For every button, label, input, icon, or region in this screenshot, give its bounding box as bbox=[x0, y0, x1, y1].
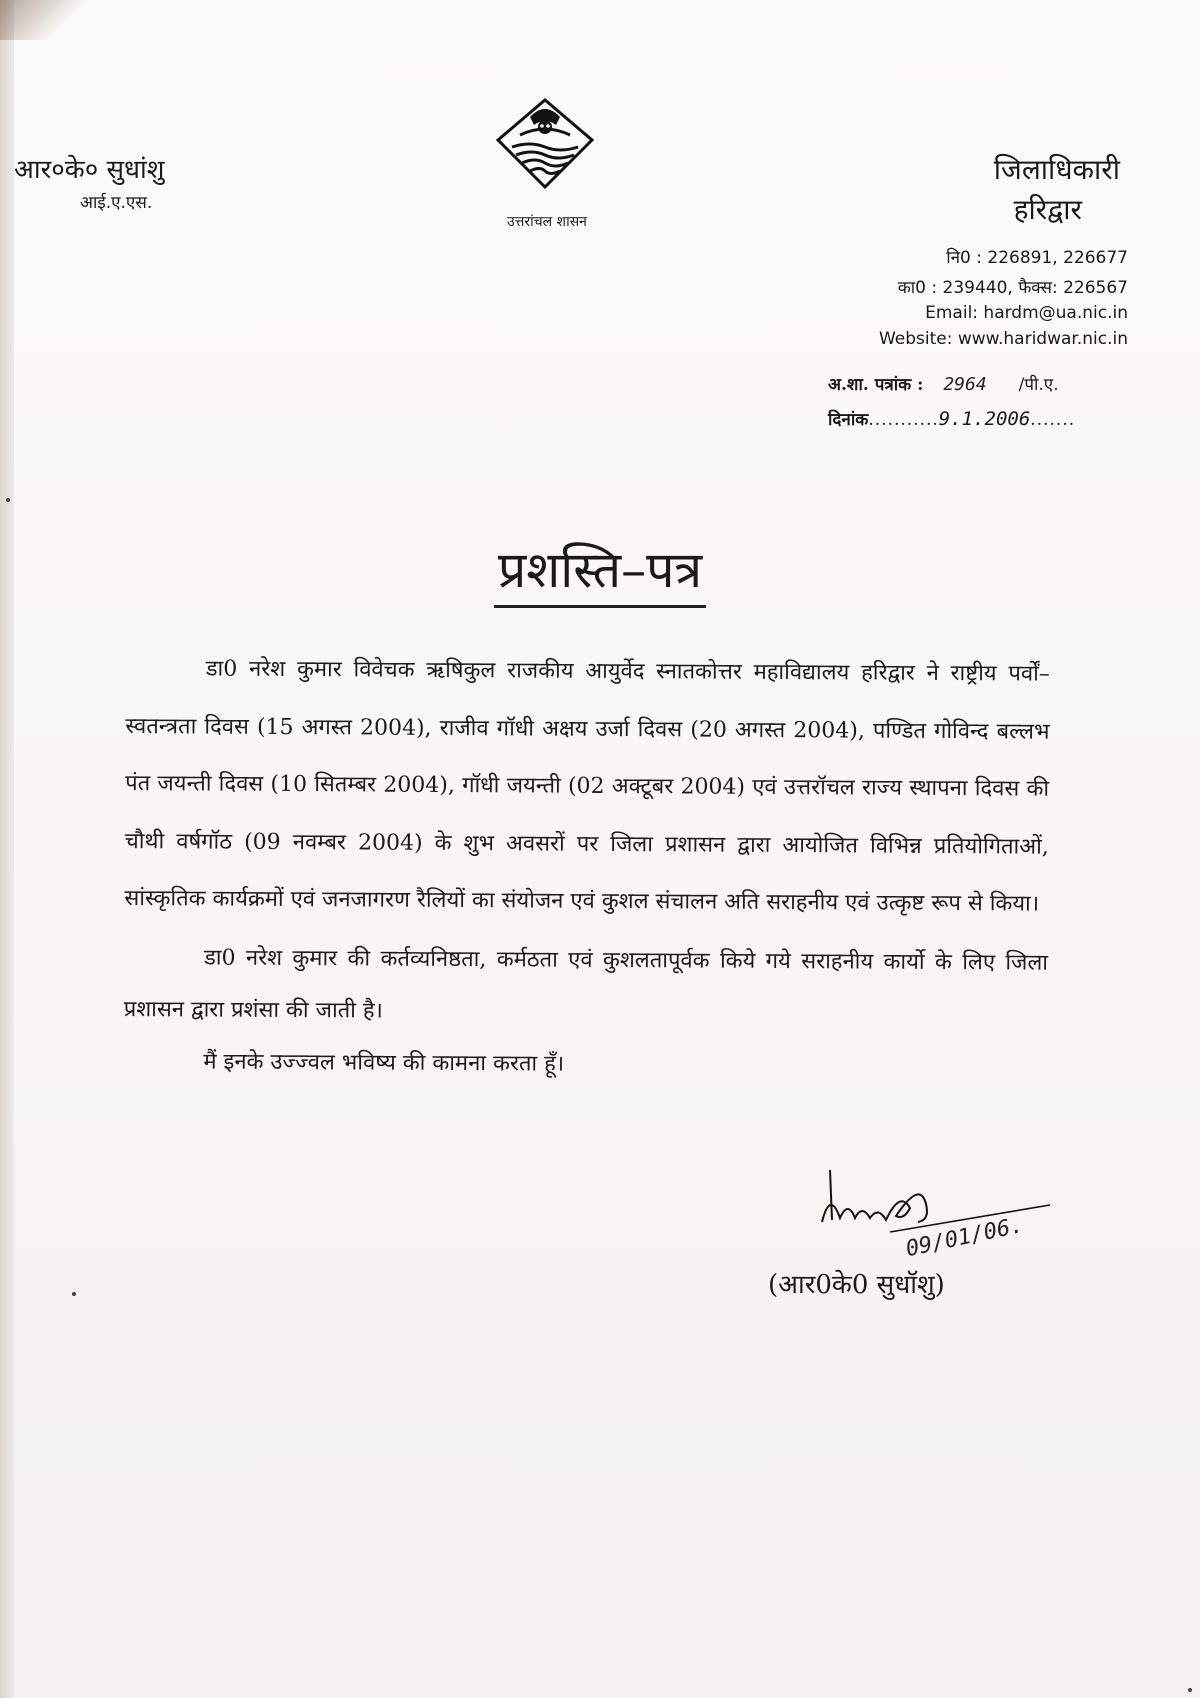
sender-title: आई.ए.एस. bbox=[80, 193, 153, 213]
date-row bbox=[828, 407, 1075, 430]
office-title: जिलाधिकारी bbox=[993, 153, 1120, 186]
reference-label: अ.शा. पत्रांक : bbox=[828, 375, 924, 395]
scan-speck bbox=[72, 1292, 76, 1296]
sender-name: आर०के० सुधांशु bbox=[14, 155, 165, 185]
signature-date: 09/01/06. bbox=[903, 1212, 1026, 1263]
scan-speck bbox=[6, 498, 10, 502]
signatory-name: (आर0के0 सुधॉशु) bbox=[768, 1270, 945, 1300]
date-label: दिनांक bbox=[828, 410, 869, 430]
scan-corner-shadow bbox=[0, 0, 90, 40]
body-paragraph-3: मैं इनके उज्ज्वल भविष्य की कामना करता हूँ। bbox=[203, 1048, 565, 1077]
reference-number: 2964 bbox=[943, 374, 987, 395]
logo-caption: उत्तरांचल शासन bbox=[507, 214, 587, 230]
date-dots-before: ........... bbox=[868, 410, 939, 430]
contact-residence-phone: नि0 : 226891, 226677 bbox=[946, 248, 1128, 268]
date-dots-after: ....... bbox=[1030, 410, 1076, 430]
heading-text: प्रशस्ति–पत्र bbox=[494, 541, 706, 608]
scan-speck bbox=[1188, 1688, 1192, 1692]
uttaranchal-emblem-icon bbox=[490, 95, 600, 195]
body-paragraph-1: डा0 नरेश कुमार विवेचक ऋषिकुल राजकीय आयुर्वेद स्नातकोत्तर महाविद्यालय हरिद्वार ने राष्ट्रीय पर्वों– स्वतन्त्रता दिवस (15 अगस्त 2004), राजीव गॉधी अक्षय उर्जा दिवस (20 अगस्त 2004), पण्डित गोविन्द बल्लभ पंत जयन्ती दिवस (10 सितम्बर 2004), गॉधी जयन्ती (02 अक्टूबर 2004) एवं उत्तरॉचल राज्य स्थापना दिवस की चौथी वर्षगॉठ (09 नवम्बर 2004) के शुभ अवसरों पर जिला प्रशासन द्वारा आयोजित विभिन्न प्रतियोगिताओं, सांस्कृतिक कार्यक्रमों एवं जनजागरण रैलियों का संयोजन एवं कुशल संचालन अति सराहनीय एवं उत्कृष्ट रूप से किया। bbox=[124, 656, 1050, 917]
contact-email: Email: hardm@ua.nic.in bbox=[925, 303, 1128, 323]
office-place: हरिद्वार bbox=[1013, 193, 1082, 226]
reference-suffix: /पी.ए. bbox=[1018, 375, 1059, 395]
contact-website: Website: www.haridwar.nic.in bbox=[878, 329, 1128, 349]
date-value: 9.1.2006 bbox=[938, 408, 1031, 430]
contact-office-fax: का0 : 239440, फैक्स: 226567 bbox=[897, 278, 1128, 298]
body-paragraph-2: डा0 नरेश कुमार की कर्तव्यनिष्ठता, कर्मठता एवं कुशलतापूर्वक किये गये सराहनीय कार्यो के लिए जिला प्रशासन द्वारा प्रशंसा की जाती है। bbox=[123, 944, 1049, 1024]
certificate-body bbox=[123, 640, 1050, 1093]
scan-edge bbox=[0, 0, 14, 1698]
reference-number-row bbox=[828, 372, 1059, 395]
certificate-heading bbox=[0, 534, 1200, 602]
